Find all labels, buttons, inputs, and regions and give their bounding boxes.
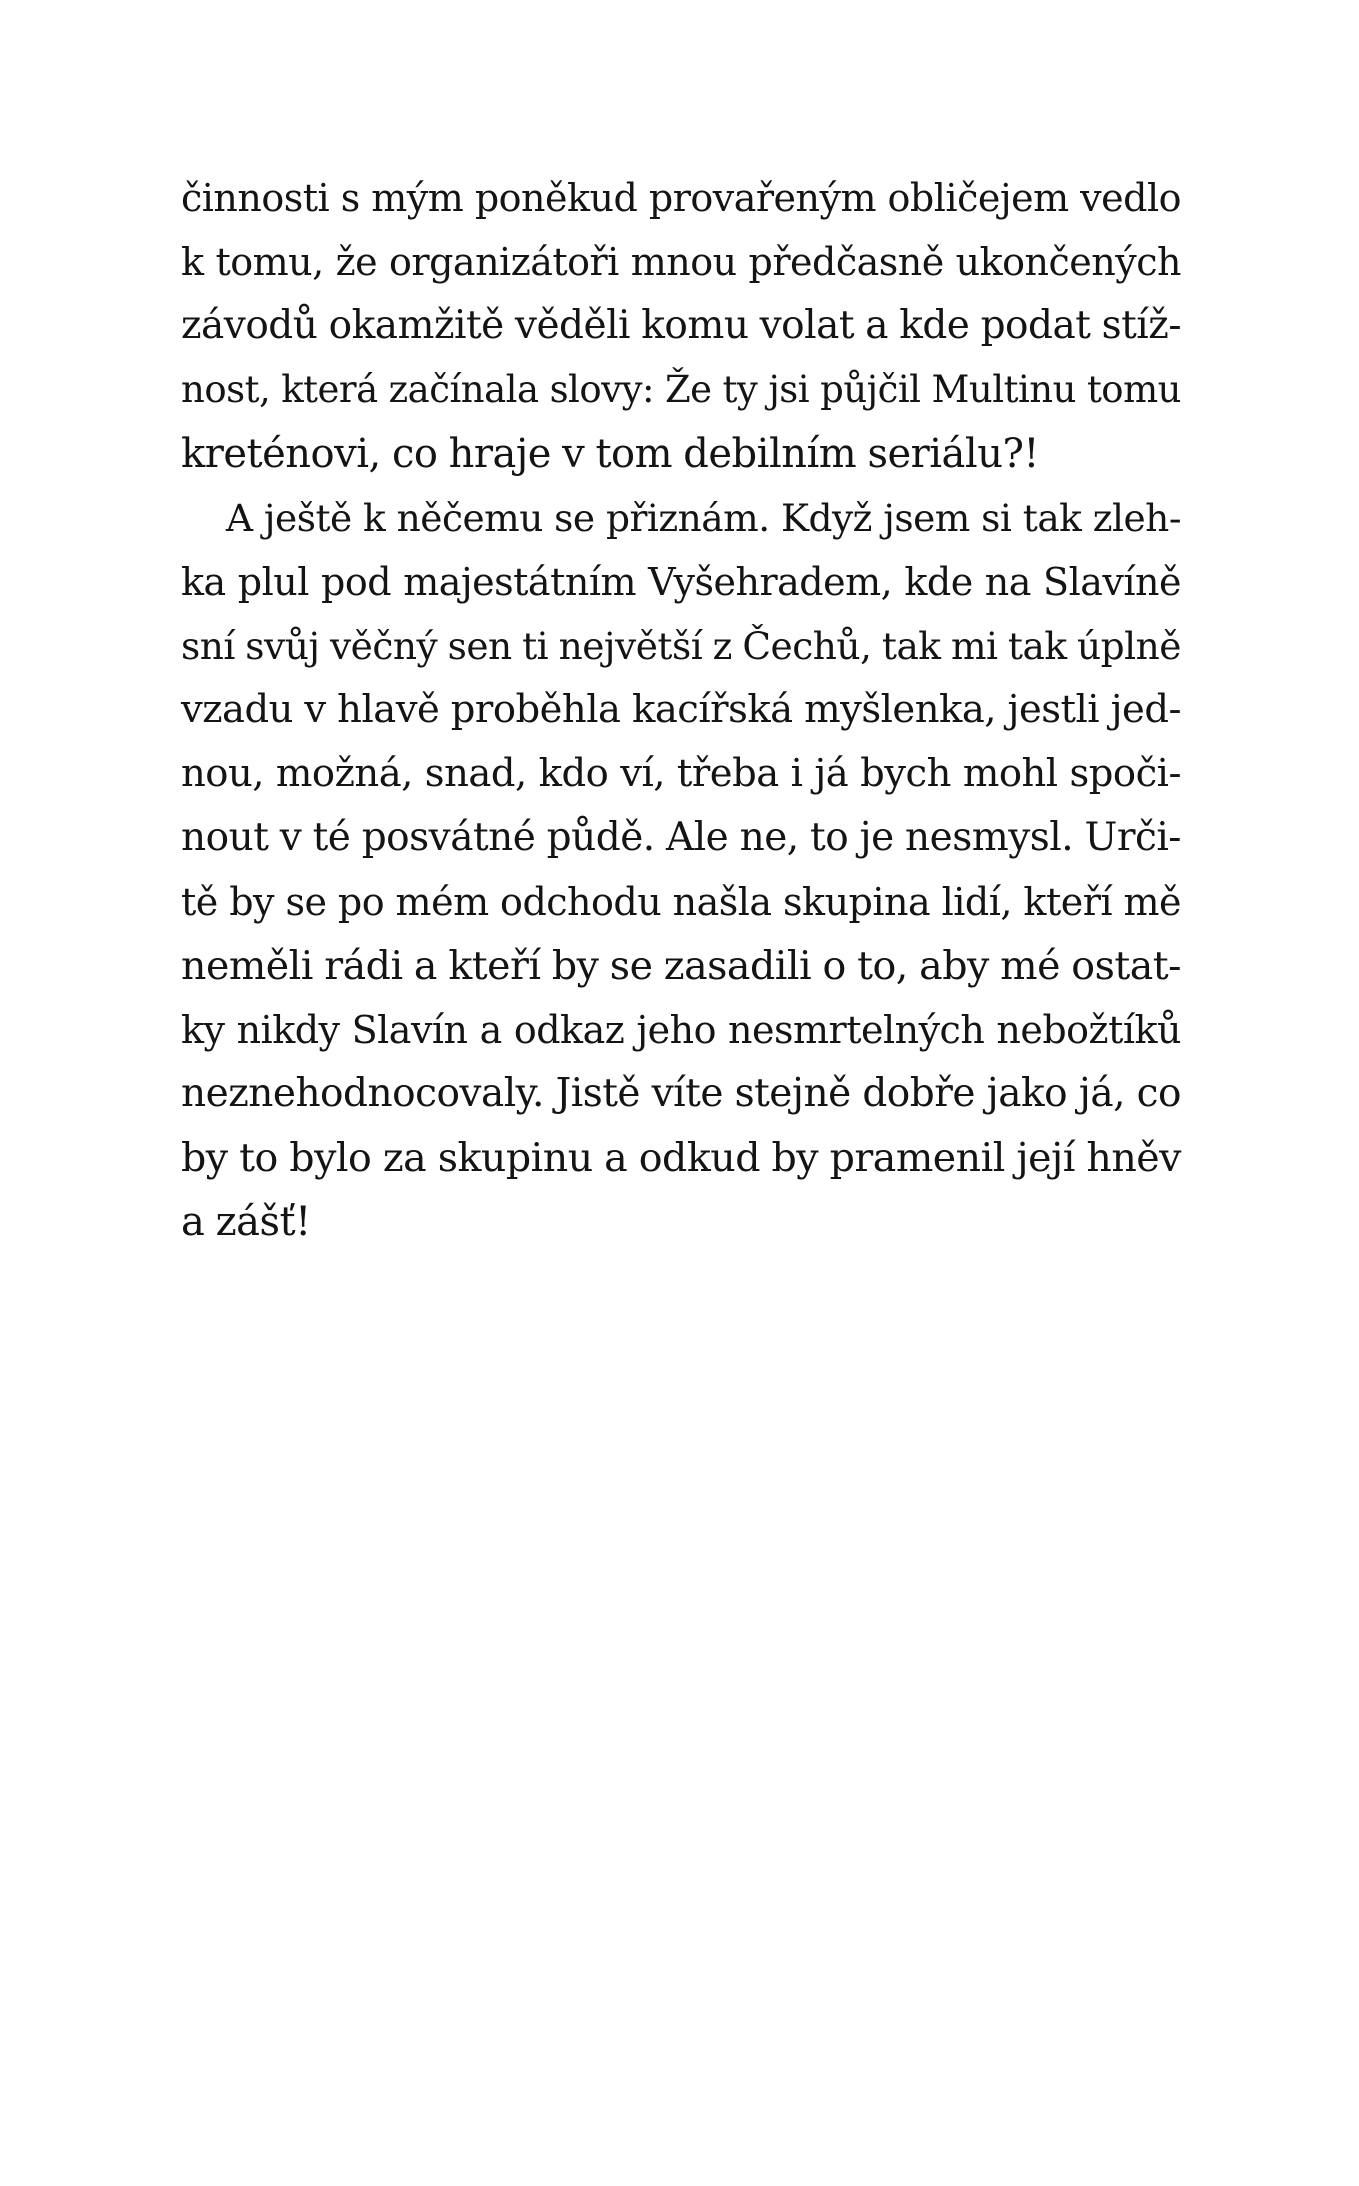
text-line: vzadu v hlavě proběhla kacířská myšlenka, jestli jed- <box>181 687 1181 732</box>
text-line: k tomu, že organizátoři mnou předčasně ukončených <box>181 240 1181 284</box>
text-line: sní svůj věčný sen ti největší z Čechů, tak mi tak úplně <box>181 624 1181 668</box>
text-line: tě by se po mém odchodu našla skupina lidí, kteří mě <box>181 880 1181 924</box>
paragraph-1 <box>181 166 1181 486</box>
text-line: nost, která začínala slovy: Že ty jsi půjčil Multinu tomu <box>181 368 1181 411</box>
text-line: ky nikdy Slavín a odkaz jeho nesmrtelných nebožtíků <box>181 1008 1181 1052</box>
text-line: by to bylo za skupinu a odkud by pramenil její hněv <box>181 1135 1181 1181</box>
text-line: A ještě k něčemu se přiznám. Když jsem si tak zleh- <box>226 496 1181 540</box>
text-line: nout v té posvátné půdě. Ale ne, to je nesmysl. Urči- <box>181 815 1181 860</box>
text-line: ka plul pod majestátním Vyšehradem, kde na Slavíně <box>181 560 1181 604</box>
text-line: kreténovi, co hraje v tom debilním seriálu?! <box>181 431 1039 477</box>
text-line: neměli rádi a kteří by se zasadili o to, aby mé ostat- <box>181 943 1181 989</box>
paragraph-2 <box>181 486 1181 1254</box>
text-line: neznehodnocovaly. Jistě víte stejně dobře jako já, co <box>181 1071 1181 1116</box>
text-line: činnosti s mým poněkud provařeným obličejem vedlo <box>181 176 1181 220</box>
text-line: závodů okamžitě věděli komu volat a kde podat stíž- <box>181 303 1181 348</box>
text-line: a zášť! <box>181 1199 311 1245</box>
text-line: nou, možná, snad, kdo ví, třeba i já bych mohl spoči- <box>181 751 1181 796</box>
body-text <box>181 166 1181 1254</box>
